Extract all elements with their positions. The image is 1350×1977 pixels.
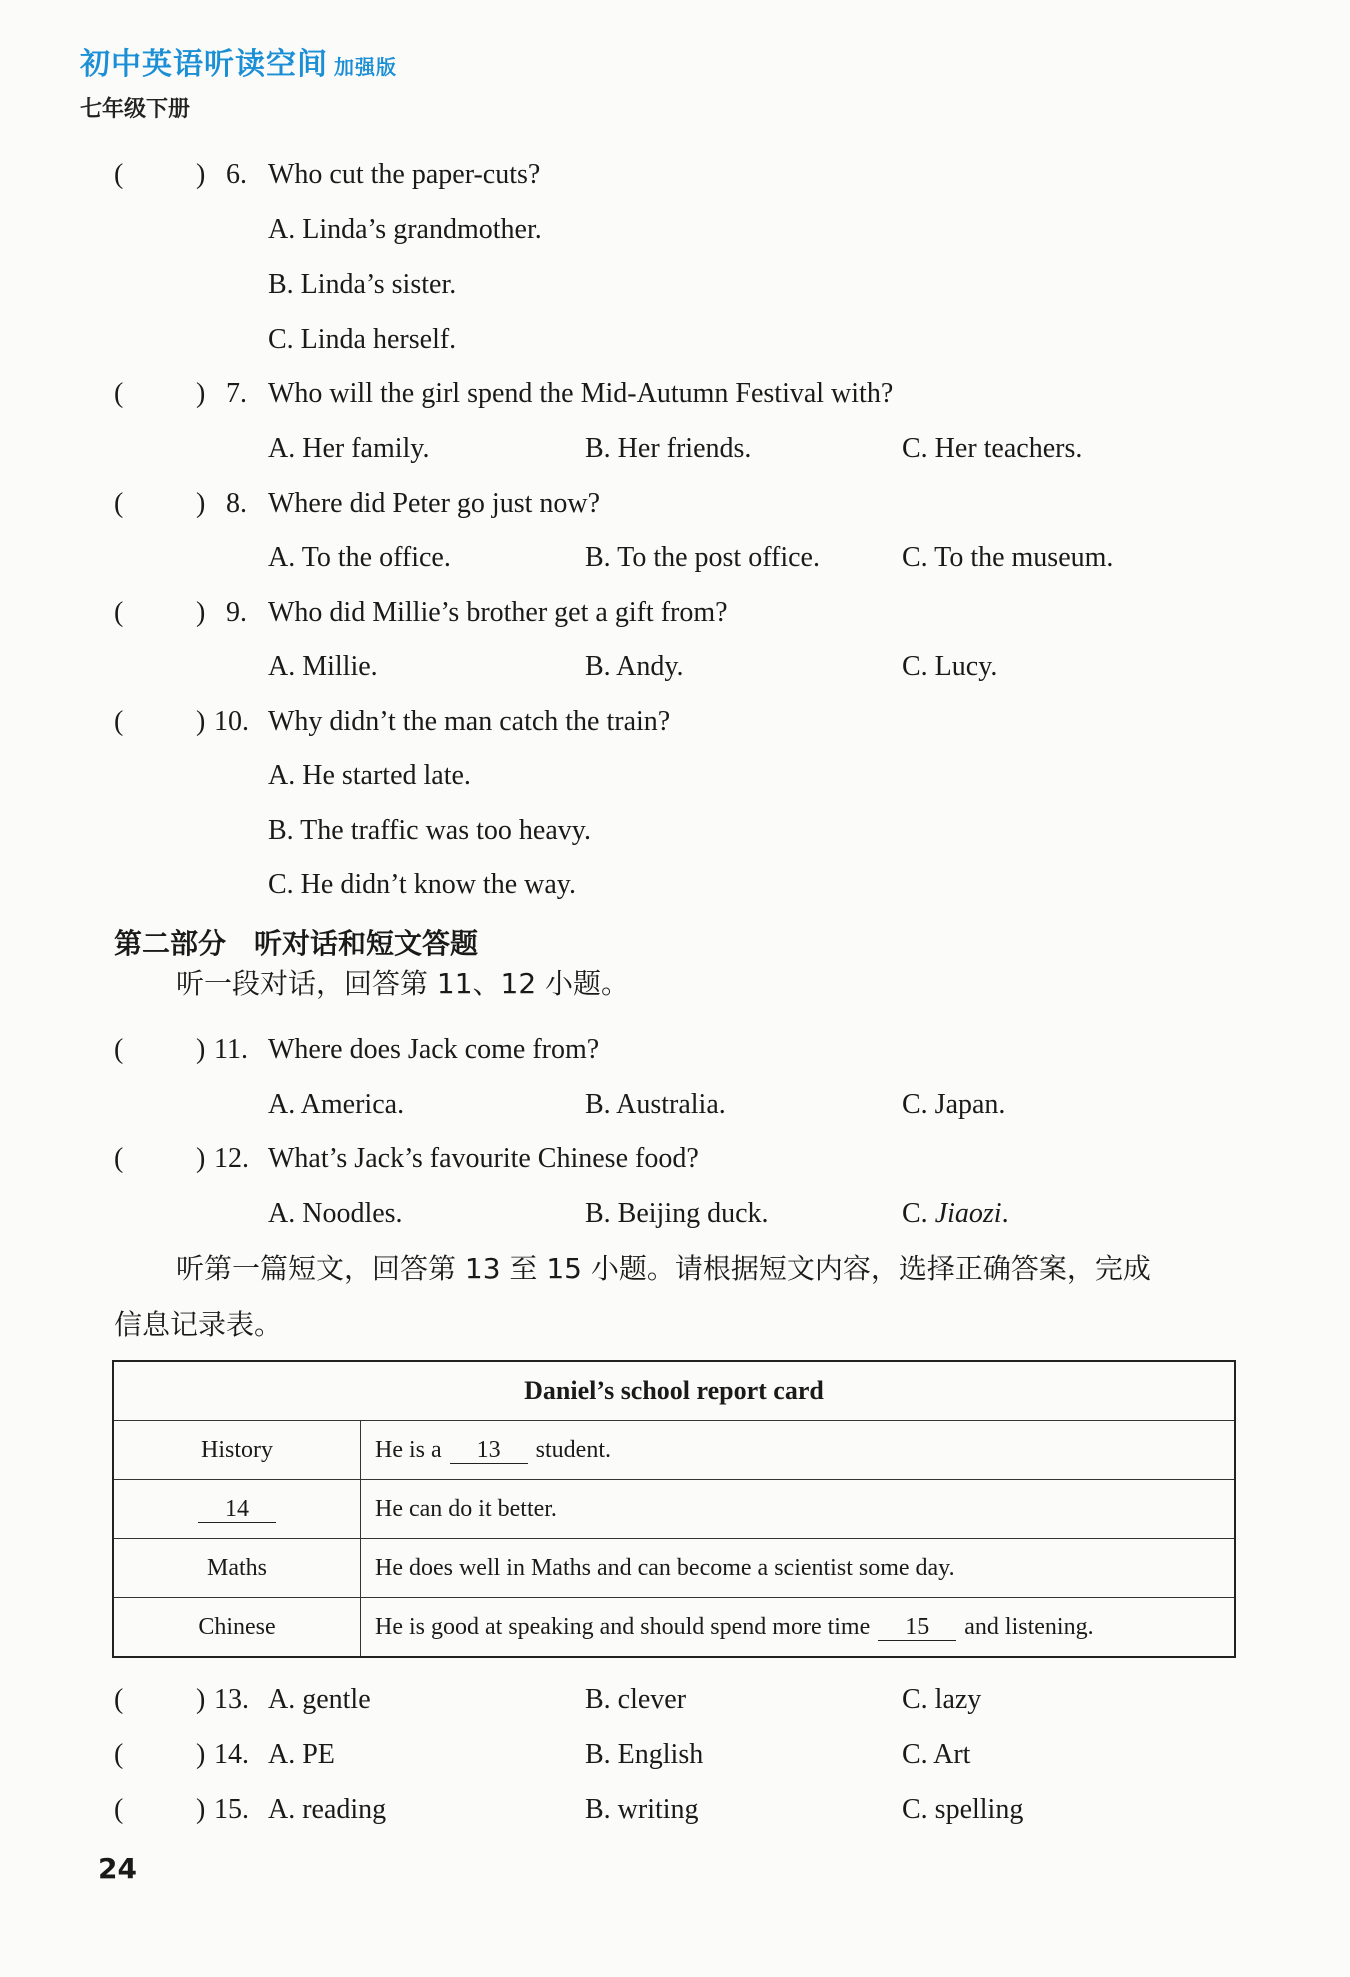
comment-cell: He does well in Maths and can become a scientist some day. <box>361 1539 1236 1598</box>
table-title: Daniel’s school report card <box>113 1361 1235 1421</box>
answer-paren-close: ) <box>196 488 206 519</box>
question-text: Where did Peter go just now? <box>268 488 601 519</box>
question-text: Who will the girl spend the Mid-Autumn Festival with? <box>268 378 894 409</box>
blank-14[interactable]: 14 <box>198 1496 276 1523</box>
question-number: 15. <box>214 1794 249 1825</box>
option-b: B. English <box>585 1739 704 1770</box>
answer-paren-open[interactable]: ( <box>114 706 124 737</box>
blank-13[interactable]: 13 <box>450 1437 528 1464</box>
option-b: B. Linda’s sister. <box>268 269 457 300</box>
passage-instruction-line-1: 听第一篇短文，回答第 13 至 15 小题。请根据短文内容，选择正确答案，完成 <box>176 1252 1151 1285</box>
section-2-instruction: 听一段对话，回答第 11、12 小题。 <box>176 967 630 1000</box>
option-b: B. The traffic was too heavy. <box>268 815 591 846</box>
report-card-table <box>112 1360 1236 1658</box>
book-title-text: 初中英语听读空间 <box>80 47 328 82</box>
option-a: A. Millie. <box>268 651 378 682</box>
question-number: 13. <box>214 1684 249 1715</box>
option-b: B. To the post office. <box>585 542 820 573</box>
answer-paren-close: ) <box>196 706 206 737</box>
question-number: 6. <box>226 159 247 190</box>
option-a: A. To the office. <box>268 542 451 573</box>
option-c: C. spelling <box>902 1794 1024 1825</box>
answer-paren-open[interactable]: ( <box>114 1739 124 1770</box>
question-number: 14. <box>214 1739 249 1770</box>
answer-paren-open[interactable]: ( <box>114 378 124 409</box>
question-number: 11. <box>214 1034 248 1065</box>
option-c <box>902 1196 1009 1232</box>
answer-paren-close: ) <box>196 1143 206 1174</box>
option-c: C. Art <box>902 1739 971 1770</box>
answer-paren-close: ) <box>196 1034 206 1065</box>
subject-cell: Maths <box>113 1539 361 1598</box>
answer-paren-open[interactable]: ( <box>114 1034 124 1065</box>
grade-label: 七年级下册 <box>80 97 191 122</box>
table-row <box>113 1421 1235 1480</box>
option-c: C. lazy <box>902 1684 982 1715</box>
comment-cell <box>361 1598 1236 1658</box>
answer-paren-open[interactable]: ( <box>114 1794 124 1825</box>
option-b: B. Australia. <box>585 1089 726 1120</box>
comment-cell <box>361 1421 1236 1480</box>
option-a: A. Her family. <box>268 433 430 464</box>
answer-paren-open[interactable]: ( <box>114 1143 124 1174</box>
option-b: B. Andy. <box>585 651 684 682</box>
question-number: 10. <box>214 706 249 737</box>
answer-paren-close: ) <box>196 378 206 409</box>
comment-cell: He can do it better. <box>361 1480 1236 1539</box>
option-a: A. He started late. <box>268 760 471 791</box>
table-row <box>113 1539 1235 1598</box>
blank-15[interactable]: 15 <box>878 1614 956 1641</box>
answer-paren-open[interactable]: ( <box>114 597 124 628</box>
subject-cell: History <box>113 1421 361 1480</box>
answer-paren-open[interactable]: ( <box>114 159 124 190</box>
option-b: B. Beijing duck. <box>585 1198 769 1229</box>
answer-paren-close: ) <box>196 1739 206 1770</box>
book-header <box>80 46 397 123</box>
comment-post: and listening. <box>964 1613 1094 1640</box>
option-c-italic: Jiaozi <box>934 1198 1002 1229</box>
subject-cell: Chinese <box>113 1598 361 1658</box>
book-edition: 加强版 <box>334 55 397 79</box>
question-number: 12. <box>214 1143 249 1174</box>
answer-paren-close: ) <box>196 1794 206 1825</box>
option-c: C. Linda herself. <box>268 324 457 355</box>
option-b: B. clever <box>585 1684 687 1715</box>
page-number: 24 <box>98 1852 137 1885</box>
option-c: C. To the museum. <box>902 542 1114 573</box>
question-number: 8. <box>226 488 247 519</box>
option-a: A. reading <box>268 1794 387 1825</box>
answer-paren-close: ) <box>196 597 206 628</box>
option-c: C. He didn’t know the way. <box>268 869 576 900</box>
option-a: A. Linda’s grandmother. <box>268 214 542 245</box>
subject-cell <box>113 1480 361 1539</box>
option-a: A. gentle <box>268 1684 371 1715</box>
question-number: 7. <box>226 378 247 409</box>
option-c-suffix: . <box>1001 1198 1009 1229</box>
option-a: A. America. <box>268 1089 405 1120</box>
option-c: C. Her teachers. <box>902 433 1083 464</box>
option-b: B. writing <box>585 1794 699 1825</box>
question-text: Who did Millie’s brother get a gift from? <box>268 597 728 628</box>
option-c-prefix: C. <box>902 1198 935 1229</box>
question-text: Why didn’t the man catch the train? <box>268 706 671 737</box>
option-c: C. Japan. <box>902 1089 1006 1120</box>
book-title <box>80 46 397 86</box>
question-text: Where does Jack come from? <box>268 1034 600 1065</box>
comment-pre: He is good at speaking and should spend more time <box>375 1613 871 1640</box>
answer-paren-open[interactable]: ( <box>114 1684 124 1715</box>
question-text: Who cut the paper-cuts? <box>268 159 541 190</box>
question-number: 9. <box>226 597 247 628</box>
passage-instruction-line-2: 信息记录表。 <box>114 1308 283 1341</box>
option-a: A. Noodles. <box>268 1198 403 1229</box>
comment-pre: He is a <box>375 1436 442 1463</box>
option-a: A. PE <box>268 1739 335 1770</box>
answer-paren-close: ) <box>196 159 206 190</box>
answer-paren-open[interactable]: ( <box>114 488 124 519</box>
question-text: What’s Jack’s favourite Chinese food? <box>268 1143 699 1174</box>
answer-paren-close: ) <box>196 1684 206 1715</box>
option-c: C. Lucy. <box>902 651 998 682</box>
table-row <box>113 1598 1235 1658</box>
table-row <box>113 1480 1235 1539</box>
option-b: B. Her friends. <box>585 433 752 464</box>
table-header-row <box>113 1361 1235 1421</box>
comment-post: student. <box>535 1436 611 1463</box>
section-2-title: 第二部分 听对话和短文答题 <box>114 927 479 960</box>
